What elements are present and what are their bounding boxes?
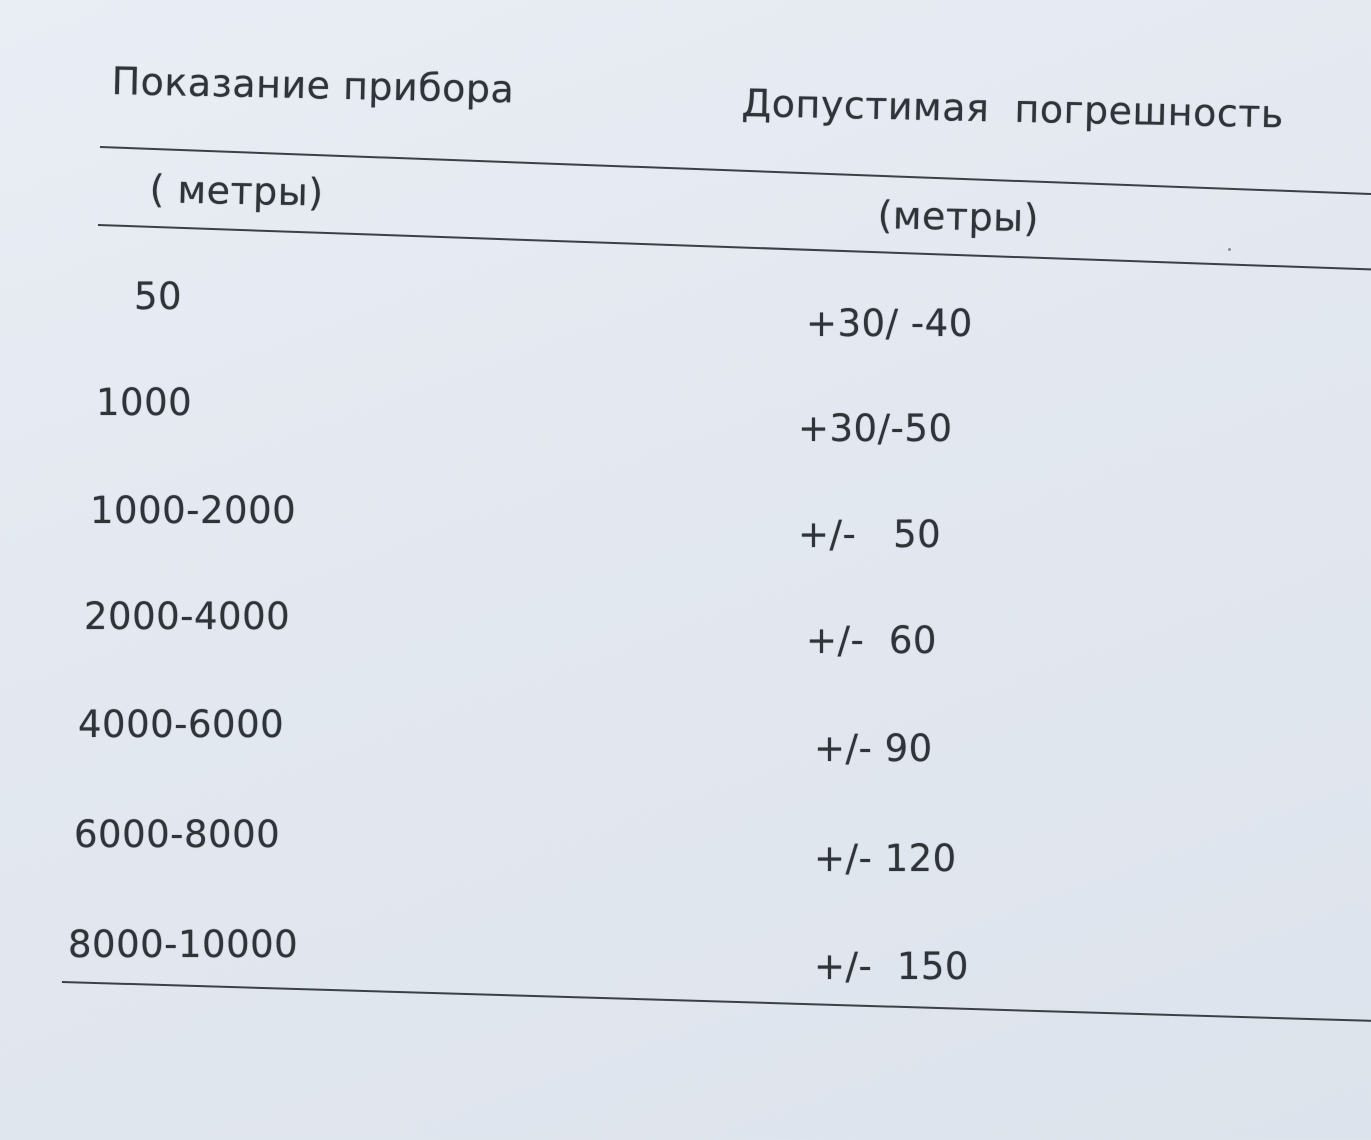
reading-cell: 1000 — [96, 381, 193, 424]
tolerance-cell: +/- 50 — [798, 513, 942, 556]
tolerance-cell: +/- 60 — [806, 619, 937, 662]
tolerance-cell: +/- 90 — [814, 727, 933, 770]
reading-header-title: Показание прибора — [111, 59, 515, 112]
tolerance-cell: +30/-50 — [798, 407, 953, 450]
header-divider-bottom — [98, 224, 1371, 271]
tolerance-cell: +/- 150 — [814, 945, 969, 988]
reading-cell: 50 — [134, 275, 183, 318]
reading-cell: 4000-6000 — [78, 703, 285, 746]
reading-cell: 2000-4000 — [84, 595, 291, 638]
paper-speck — [1228, 248, 1231, 251]
reading-header-unit: ( метры) — [149, 167, 325, 215]
reading-cell: 1000-2000 — [90, 489, 297, 532]
reading-cell: 6000-8000 — [74, 813, 281, 856]
reading-cell: 8000-10000 — [68, 923, 299, 966]
tolerance-cell: +/- 120 — [814, 837, 957, 880]
table-bottom-rule — [62, 981, 1371, 1022]
tolerance-header-title: Допустимая погрешность — [741, 81, 1285, 137]
tolerance-cell: +30/ -40 — [806, 302, 973, 345]
tolerance-header-unit: (метры) — [877, 193, 1040, 241]
